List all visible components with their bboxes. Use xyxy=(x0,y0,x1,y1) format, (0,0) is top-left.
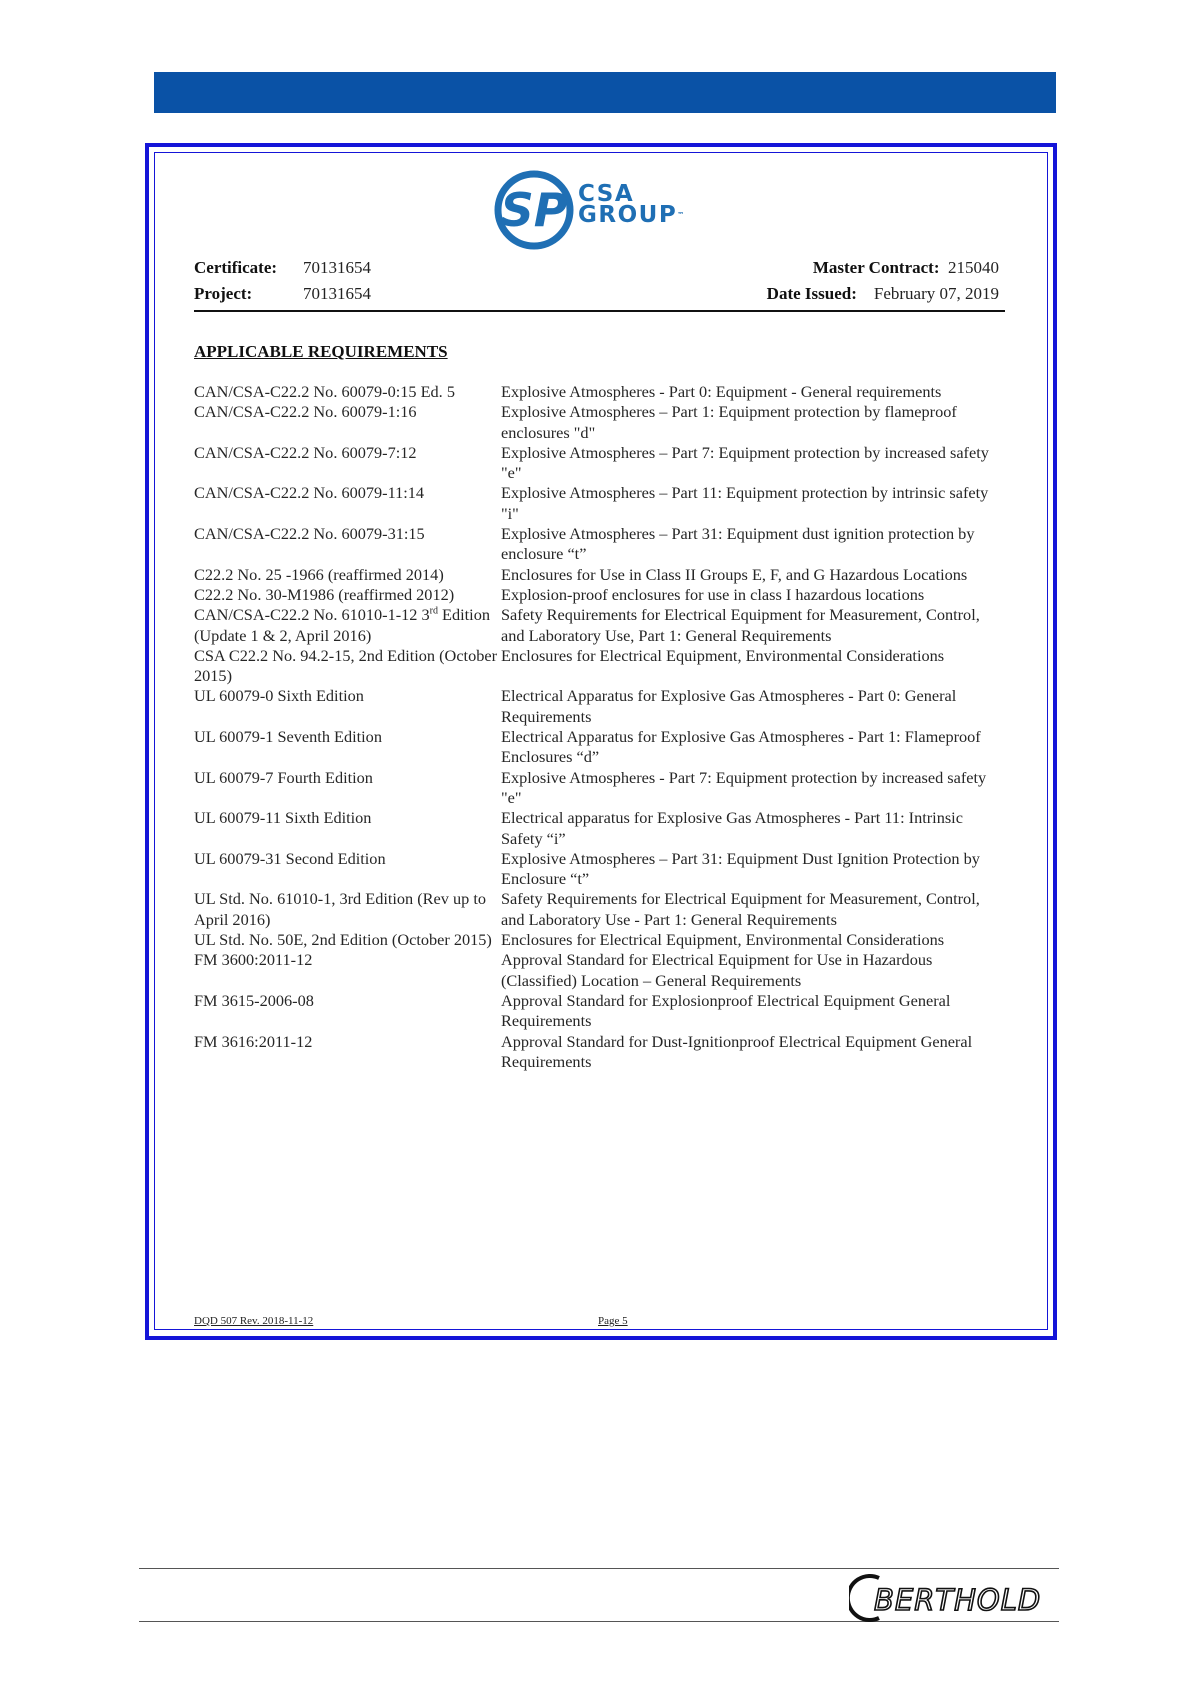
date-issued-value: February 07, 2019 xyxy=(873,284,999,303)
requirement-row xyxy=(194,889,1004,930)
master-contract-label: Master Contract: xyxy=(812,258,940,277)
master-contract xyxy=(813,258,999,278)
header-band xyxy=(154,72,1056,113)
project-value: 70131654 xyxy=(303,284,371,303)
project-number xyxy=(194,284,252,304)
csa-emblem-icon xyxy=(494,170,578,252)
csa-wordmark-line1: CSA xyxy=(578,181,635,207)
berthold-logo xyxy=(849,1573,1059,1623)
requirement-description: Safety Requirements for Electrical Equipment for Measurement, Control, and Laboratory Use - Part 1: General Requirements xyxy=(501,889,980,929)
requirement-standard: C22.2 No. 25 -1966 (reaffirmed 2014) xyxy=(194,564,444,584)
requirement-row xyxy=(194,930,1004,950)
requirement-description: Electrical Apparatus for Explosive Gas Atmospheres - Part 1: Flameproof Enclosures “d” xyxy=(501,727,981,767)
requirement-description: Approval Standard for Electrical Equipment for Use in Hazardous (Classified) Location – General Requirements xyxy=(501,950,933,990)
requirements-table xyxy=(194,382,1004,1072)
csa-wordmark-line2: GROUP xyxy=(578,202,678,228)
master-contract-value: 215040 xyxy=(948,258,999,277)
svg-text:SP: SP xyxy=(500,183,568,237)
requirement-description: Electrical apparatus for Explosive Gas Atmospheres - Part 11: Intrinsic Safety “i” xyxy=(501,808,963,848)
requirement-standard: UL Std. No. 50E, 2nd Edition (October 2015) xyxy=(194,930,492,950)
requirement-description: Safety Requirements for Electrical Equipment for Measurement, Control, and Laboratory Use, Part 1: General Requirements xyxy=(501,605,980,645)
requirement-description: Explosion-proof enclosures for use in class I hazardous locations xyxy=(501,584,925,604)
requirement-row xyxy=(194,1032,1004,1073)
certificate-number xyxy=(194,258,277,278)
requirement-row xyxy=(194,991,1004,1032)
csa-group-wordmark xyxy=(578,181,685,228)
requirement-standard: FM 3616:2011-12 xyxy=(194,1031,313,1051)
requirement-row xyxy=(194,768,1004,809)
requirement-standard: UL 60079-7 Fourth Edition xyxy=(194,767,373,787)
requirement-standard: C22.2 No. 30-M1986 (reaffirmed 2012) xyxy=(194,584,455,604)
requirement-row xyxy=(194,565,1004,585)
requirement-description: Electrical Apparatus for Explosive Gas Atmospheres - Part 0: General Requirements xyxy=(501,686,957,726)
requirement-standard: FM 3600:2011-12 xyxy=(194,950,313,970)
requirement-description: Explosive Atmospheres - Part 0: Equipment - General requirements xyxy=(501,382,942,401)
page-number: Page 5 xyxy=(598,1315,628,1327)
requirement-standard-text: Edition (Update 1 & 2, April 2016) xyxy=(194,605,490,645)
requirement-row xyxy=(194,443,1004,484)
ordinal-superscript: rd xyxy=(429,605,438,617)
section-title: APPLICABLE REQUIREMENTS xyxy=(194,342,448,361)
requirement-description: Explosive Atmospheres - Part 7: Equipment protection by increased safety "e" xyxy=(501,767,987,807)
requirement-row xyxy=(194,524,1004,565)
requirement-standard: CSA C22.2 No. 94.2-15, 2nd Edition (October 2015) xyxy=(194,645,497,686)
requirement-row xyxy=(194,727,1004,768)
project-label: Project: xyxy=(194,284,253,303)
form-reference: DQD 507 Rev. 2018-11-12 xyxy=(194,1315,314,1327)
requirement-row xyxy=(194,808,1004,849)
csa-group-logo xyxy=(494,170,714,252)
requirement-description: Explosive Atmospheres – Part 11: Equipment protection by intrinsic safety "i" xyxy=(501,483,989,523)
requirement-row xyxy=(194,849,1004,890)
requirement-standard: CAN/CSA-C22.2 No. 60079-11:14 xyxy=(194,483,425,503)
requirement-description: Approval Standard for Explosionproof Electrical Equipment General Requirements xyxy=(501,990,951,1031)
trademark-mark: ™ xyxy=(677,211,685,219)
header-divider xyxy=(194,310,1005,312)
requirement-standard-text: CAN/CSA-C22.2 No. 61010-1-12 3 xyxy=(194,605,430,625)
requirement-row xyxy=(194,950,1004,991)
requirement-standard: FM 3615-2006-08 xyxy=(194,990,314,1010)
requirement-row xyxy=(194,605,1004,646)
requirement-description: Explosive Atmospheres – Part 7: Equipment protection by increased safety "e" xyxy=(501,442,989,483)
requirement-description: Enclosures for Electrical Equipment, Environmental Considerations xyxy=(501,645,945,665)
requirement-description: Explosive Atmospheres – Part 31: Equipment Dust Ignition Protection by Enclosure “t” xyxy=(501,848,980,889)
requirement-standard: UL Std. No. 61010-1, 3rd Edition (Rev up to April 2016) xyxy=(194,889,486,929)
requirement-row xyxy=(194,402,1004,443)
requirement-description: Explosive Atmospheres – Part 31: Equipment dust ignition protection by enclosure “t” xyxy=(501,524,975,564)
requirement-description: Enclosures for Electrical Equipment, Environmental Considerations xyxy=(501,930,945,950)
requirement-description: Explosive Atmospheres – Part 1: Equipment protection by flameproof enclosures "d" xyxy=(501,402,957,442)
requirement-row xyxy=(194,483,1004,524)
requirement-standard: UL 60079-0 Sixth Edition xyxy=(194,686,364,706)
requirement-description: Enclosures for Use in Class II Groups E, F, and G Hazardous Locations xyxy=(501,564,968,584)
requirement-row xyxy=(194,646,1004,687)
requirement-row xyxy=(194,686,1004,727)
berthold-wordmark: BERTHOLD xyxy=(874,1583,1042,1617)
requirement-standard: CAN/CSA-C22.2 No. 60079-7:12 xyxy=(194,442,417,462)
requirement-standard: CAN/CSA-C22.2 No. 60079-1:16 xyxy=(194,402,417,422)
requirement-standard xyxy=(194,605,501,646)
requirement-standard: UL 60079-31 Second Edition xyxy=(194,848,386,868)
certificate-value: 70131654 xyxy=(303,258,371,277)
requirement-row xyxy=(194,585,1004,605)
requirement-description: Approval Standard for Dust-Ignitionproof Electrical Equipment General Requirements xyxy=(501,1031,973,1071)
requirement-standard: CAN/CSA-C22.2 No. 60079-0:15 Ed. 5 xyxy=(194,382,455,401)
date-issued-label: Date Issued: xyxy=(766,284,857,303)
certificate-label: Certificate: xyxy=(194,258,278,277)
footer-top-rule xyxy=(139,1568,1059,1569)
requirement-standard: UL 60079-11 Sixth Edition xyxy=(194,808,372,828)
requirement-row xyxy=(194,382,1004,402)
date-issued xyxy=(767,284,999,304)
requirement-standard: UL 60079-1 Seventh Edition xyxy=(194,727,382,747)
requirement-standard: CAN/CSA-C22.2 No. 60079-31:15 xyxy=(194,524,425,544)
